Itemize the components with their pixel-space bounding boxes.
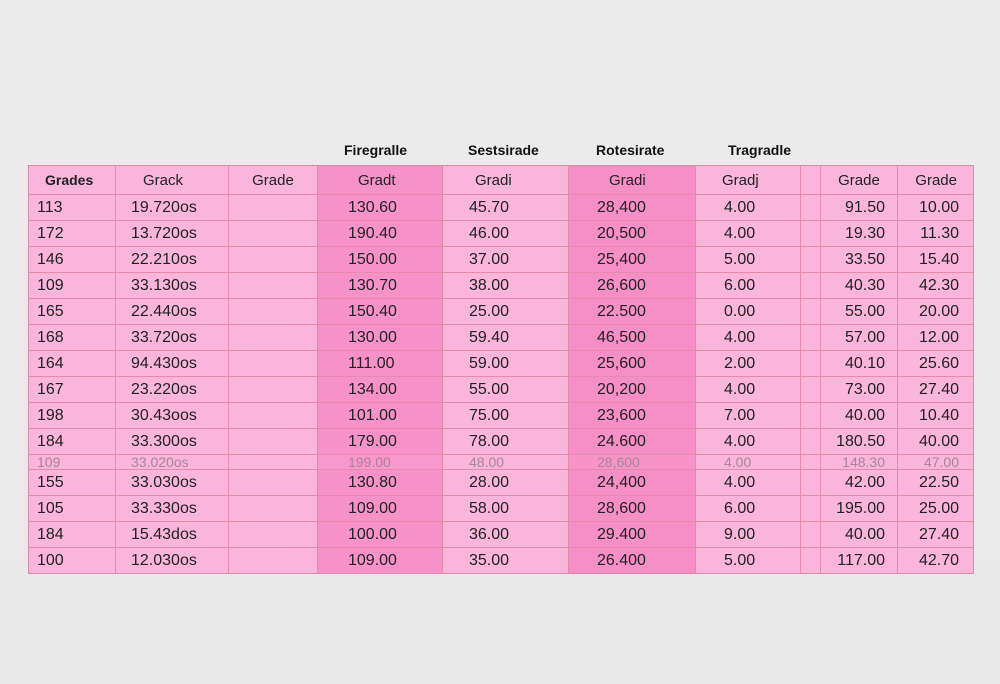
table-row bbox=[29, 548, 974, 574]
table-cell: 7.00 bbox=[696, 403, 801, 429]
table-cell: 130.80 bbox=[318, 470, 443, 496]
table-cell: 130.60 bbox=[318, 195, 443, 221]
grades-table bbox=[28, 165, 974, 574]
table-row bbox=[29, 273, 974, 299]
table-cell: 12.030os bbox=[116, 548, 229, 574]
table-cell: 24,400 bbox=[569, 470, 696, 496]
table-cell: 148.30 bbox=[821, 455, 898, 470]
table-cell: 42.30 bbox=[898, 273, 974, 299]
table-cell bbox=[229, 455, 318, 470]
table-cell: 25.60 bbox=[898, 351, 974, 377]
table-cell bbox=[801, 548, 821, 574]
table-cell bbox=[801, 351, 821, 377]
table-cell: 150.00 bbox=[318, 247, 443, 273]
table-cell: 40.00 bbox=[821, 522, 898, 548]
group-label: Tragradle bbox=[728, 142, 792, 158]
table-cell bbox=[229, 429, 318, 455]
table-cell: 168 bbox=[29, 325, 116, 351]
table-cell: 146 bbox=[29, 247, 116, 273]
table-row bbox=[29, 299, 974, 325]
table-cell: 130.00 bbox=[318, 325, 443, 351]
table-cell: 184 bbox=[29, 429, 116, 455]
table-cell bbox=[229, 325, 318, 351]
table-cell bbox=[229, 377, 318, 403]
table-header-row bbox=[29, 166, 974, 195]
table-cell: 27.40 bbox=[898, 377, 974, 403]
table-row bbox=[29, 247, 974, 273]
table-cell: 30.43oos bbox=[116, 403, 229, 429]
table-cell: 48.00 bbox=[443, 455, 569, 470]
table-cell: 199.00 bbox=[318, 455, 443, 470]
table-cell: 109.00 bbox=[318, 496, 443, 522]
column-header: Gradi bbox=[569, 166, 696, 195]
table-cell: 4.00 bbox=[696, 455, 801, 470]
column-group-labels bbox=[0, 142, 1000, 164]
column-header: Gradi bbox=[443, 166, 569, 195]
table-cell: 0.00 bbox=[696, 299, 801, 325]
table-cell: 150.40 bbox=[318, 299, 443, 325]
table-cell: 22.210os bbox=[116, 247, 229, 273]
table-cell bbox=[229, 247, 318, 273]
table-row bbox=[29, 377, 974, 403]
table-cell: 37.00 bbox=[443, 247, 569, 273]
table-cell: 26.400 bbox=[569, 548, 696, 574]
table-cell: 4.00 bbox=[696, 470, 801, 496]
table-cell: 20,500 bbox=[569, 221, 696, 247]
table-cell: 40.00 bbox=[821, 403, 898, 429]
table-cell bbox=[229, 522, 318, 548]
table-row bbox=[29, 325, 974, 351]
table-cell: 26,600 bbox=[569, 273, 696, 299]
table-cell: 12.00 bbox=[898, 325, 974, 351]
table-cell: 100 bbox=[29, 548, 116, 574]
table-cell bbox=[229, 548, 318, 574]
table-cell: 28,600 bbox=[569, 455, 696, 470]
table-cell: 78.00 bbox=[443, 429, 569, 455]
table-cell: 55.00 bbox=[443, 377, 569, 403]
table-cell: 33.020os bbox=[116, 455, 229, 470]
table-cell: 57.00 bbox=[821, 325, 898, 351]
table-cell bbox=[229, 195, 318, 221]
table-cell: 165 bbox=[29, 299, 116, 325]
table-cell: 33.50 bbox=[821, 247, 898, 273]
table-cell: 184 bbox=[29, 522, 116, 548]
table-cell: 2.00 bbox=[696, 351, 801, 377]
table-cell: 19.720os bbox=[116, 195, 229, 221]
group-label: Sestsirade bbox=[468, 142, 539, 158]
table-cell: 20,200 bbox=[569, 377, 696, 403]
table-cell: 109 bbox=[29, 455, 116, 470]
table-cell: 29.400 bbox=[569, 522, 696, 548]
column-header bbox=[801, 166, 821, 195]
table-cell bbox=[801, 377, 821, 403]
table-cell bbox=[801, 522, 821, 548]
table-cell: 47.00 bbox=[898, 455, 974, 470]
table-cell: 10.40 bbox=[898, 403, 974, 429]
table-cell: 20.00 bbox=[898, 299, 974, 325]
table-cell: 28,400 bbox=[569, 195, 696, 221]
table-cell bbox=[801, 496, 821, 522]
table-cell: 75.00 bbox=[443, 403, 569, 429]
table-cell: 25,400 bbox=[569, 247, 696, 273]
table-cell: 59.40 bbox=[443, 325, 569, 351]
table-cell: 109.00 bbox=[318, 548, 443, 574]
table-cell: 73.00 bbox=[821, 377, 898, 403]
table-cell: 9.00 bbox=[696, 522, 801, 548]
table-cell: 55.00 bbox=[821, 299, 898, 325]
table-cell: 117.00 bbox=[821, 548, 898, 574]
group-label: Firegralle bbox=[344, 142, 408, 158]
table-body bbox=[29, 195, 974, 574]
table-cell: 190.40 bbox=[318, 221, 443, 247]
table-cell: 167 bbox=[29, 377, 116, 403]
table-cell: 195.00 bbox=[821, 496, 898, 522]
table-cell: 25.00 bbox=[898, 496, 974, 522]
table-cell: 113 bbox=[29, 195, 116, 221]
table-cell: 25,600 bbox=[569, 351, 696, 377]
table-cell bbox=[801, 403, 821, 429]
table-cell bbox=[229, 221, 318, 247]
table-cell: 91.50 bbox=[821, 195, 898, 221]
table-row bbox=[29, 195, 974, 221]
table-cell: 33.130os bbox=[116, 273, 229, 299]
table-cell bbox=[229, 351, 318, 377]
table-cell: 19.30 bbox=[821, 221, 898, 247]
table-cell: 45.70 bbox=[443, 195, 569, 221]
table-cell bbox=[801, 470, 821, 496]
column-header: Gradj bbox=[696, 166, 801, 195]
table-cell bbox=[229, 273, 318, 299]
table-cell: 35.00 bbox=[443, 548, 569, 574]
table-cell bbox=[801, 325, 821, 351]
table-row bbox=[29, 351, 974, 377]
table-cell: 15.40 bbox=[898, 247, 974, 273]
table-cell: 10.00 bbox=[898, 195, 974, 221]
table-cell: 46.00 bbox=[443, 221, 569, 247]
table-cell: 5.00 bbox=[696, 247, 801, 273]
table-cell: 101.00 bbox=[318, 403, 443, 429]
table-cell: 33.330os bbox=[116, 496, 229, 522]
table-cell bbox=[229, 470, 318, 496]
table-cell: 59.00 bbox=[443, 351, 569, 377]
column-header: Grade bbox=[229, 166, 318, 195]
table-cell: 58.00 bbox=[443, 496, 569, 522]
table-cell: 6.00 bbox=[696, 496, 801, 522]
table-row bbox=[29, 455, 974, 470]
table-row bbox=[29, 429, 974, 455]
table-cell: 4.00 bbox=[696, 195, 801, 221]
table-cell: 134.00 bbox=[318, 377, 443, 403]
table-cell: 100.00 bbox=[318, 522, 443, 548]
table-cell: 4.00 bbox=[696, 325, 801, 351]
table-cell: 46,500 bbox=[569, 325, 696, 351]
table-cell: 94.430os bbox=[116, 351, 229, 377]
table-cell: 6.00 bbox=[696, 273, 801, 299]
table-cell: 13.720os bbox=[116, 221, 229, 247]
column-header: Grack bbox=[116, 166, 229, 195]
table-cell: 15.43dos bbox=[116, 522, 229, 548]
group-label: Rotesirate bbox=[596, 142, 665, 158]
table-cell: 40.00 bbox=[898, 429, 974, 455]
table-row bbox=[29, 221, 974, 247]
table-cell: 23,600 bbox=[569, 403, 696, 429]
table-cell: 28,600 bbox=[569, 496, 696, 522]
table-cell bbox=[801, 429, 821, 455]
table-cell: 180.50 bbox=[821, 429, 898, 455]
table-cell: 40.30 bbox=[821, 273, 898, 299]
table-cell: 36.00 bbox=[443, 522, 569, 548]
table-cell: 38.00 bbox=[443, 273, 569, 299]
table-cell: 22.440os bbox=[116, 299, 229, 325]
table-cell: 4.00 bbox=[696, 429, 801, 455]
table-cell: 109 bbox=[29, 273, 116, 299]
table-cell: 25.00 bbox=[443, 299, 569, 325]
column-header: Grade bbox=[821, 166, 898, 195]
table-cell bbox=[229, 496, 318, 522]
table-cell bbox=[801, 247, 821, 273]
table-cell: 33.300os bbox=[116, 429, 229, 455]
table-cell: 23.220os bbox=[116, 377, 229, 403]
table-row bbox=[29, 496, 974, 522]
table-row bbox=[29, 522, 974, 548]
table-cell: 42.70 bbox=[898, 548, 974, 574]
table-cell: 40.10 bbox=[821, 351, 898, 377]
table-cell: 22.50 bbox=[898, 470, 974, 496]
table-cell: 4.00 bbox=[696, 377, 801, 403]
table-cell: 11.30 bbox=[898, 221, 974, 247]
table-cell: 24.600 bbox=[569, 429, 696, 455]
table-cell bbox=[801, 273, 821, 299]
table-cell: 33.030os bbox=[116, 470, 229, 496]
table-cell: 155 bbox=[29, 470, 116, 496]
column-header: Gradt bbox=[318, 166, 443, 195]
table-cell bbox=[229, 403, 318, 429]
table-cell bbox=[229, 299, 318, 325]
table-cell: 27.40 bbox=[898, 522, 974, 548]
table-cell: 164 bbox=[29, 351, 116, 377]
column-header: Grades bbox=[29, 166, 116, 195]
table-cell: 33.720os bbox=[116, 325, 229, 351]
table-cell: 105 bbox=[29, 496, 116, 522]
table-row bbox=[29, 470, 974, 496]
table-cell: 4.00 bbox=[696, 221, 801, 247]
table-cell: 28.00 bbox=[443, 470, 569, 496]
table-cell bbox=[801, 195, 821, 221]
table-cell: 172 bbox=[29, 221, 116, 247]
table-cell: 198 bbox=[29, 403, 116, 429]
table-cell: 111.00 bbox=[318, 351, 443, 377]
table-cell bbox=[801, 299, 821, 325]
table-cell: 5.00 bbox=[696, 548, 801, 574]
table-row bbox=[29, 403, 974, 429]
table-cell: 130.70 bbox=[318, 273, 443, 299]
table-cell bbox=[801, 455, 821, 470]
table-cell: 42.00 bbox=[821, 470, 898, 496]
table-cell: 179.00 bbox=[318, 429, 443, 455]
table-cell: 22.500 bbox=[569, 299, 696, 325]
table-cell bbox=[801, 221, 821, 247]
column-header: Grade bbox=[898, 166, 974, 195]
